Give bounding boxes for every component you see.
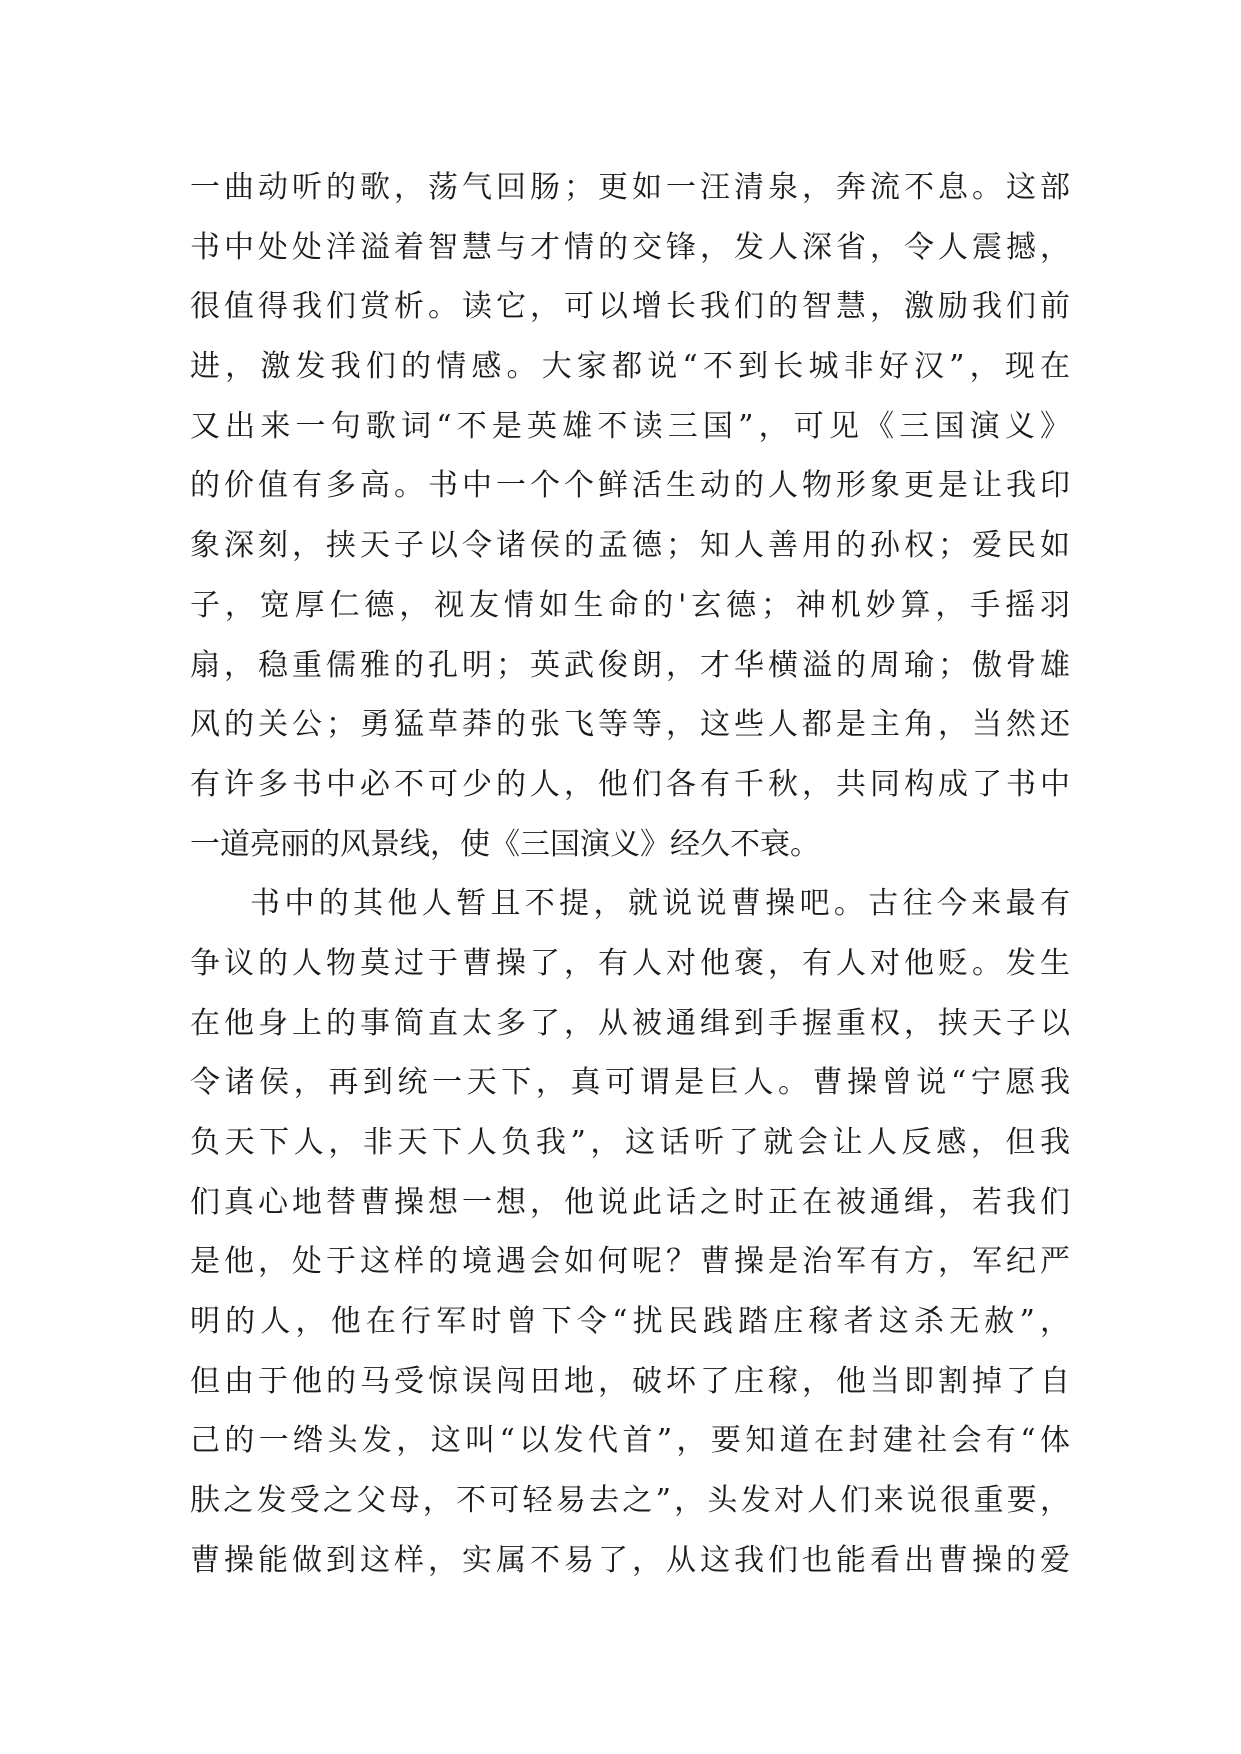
text-line-3: 很值得我们赏析。读它，可以增长我们的智慧，激励我们前 — [190, 289, 1070, 325]
text-line-15: 在他身上的事简直太多了，从被通缉到手握重权，挟天子以 — [190, 1005, 1070, 1041]
text-line-4: 进，激发我们的情感。大家都说“不到长城非好汉”，现在 — [190, 349, 1070, 385]
text-line-11: 有许多书中必不可少的人，他们各有千秋，共同构成了书中 — [190, 766, 1070, 802]
text-line-9: 扇，稳重儒雅的孔明；英武俊朗，才华横溢的周瑜；傲骨雄 — [190, 647, 1070, 683]
text-line-18: 们真心地替曹操想一想，他说此话之时正在被通缉，若我们 — [190, 1184, 1070, 1220]
text-line-19: 是他，处于这样的境遇会如何呢？曹操是治军有方，军纪严 — [190, 1244, 1070, 1280]
text-line-5: 又出来一句歌词“不是英雄不读三国”，可见《三国演义》 — [190, 408, 1070, 444]
text-line-10: 风的关公；勇猛草莽的张飞等等，这些人都是主角，当然还 — [190, 707, 1070, 743]
body-text — [190, 158, 1070, 1591]
text-line-24: 曹操能做到这样，实属不易了，从这我们也能看出曹操的爱 — [190, 1542, 1070, 1578]
text-line-22: 己的一绺头发，这叫“以发代首”，要知道在封建社会有“体 — [190, 1423, 1070, 1459]
text-line-16: 令诸侯，再到统一天下，真可谓是巨人。曹操曾说“宁愿我 — [190, 1065, 1070, 1101]
text-line-14: 争议的人物莫过于曹操了，有人对他褒，有人对他贬。发生 — [190, 945, 1070, 981]
text-line-12: 一道亮丽的风景线，使《三国演义》经久不衰。 — [190, 826, 820, 862]
text-line-7: 象深刻，挟天子以令诸侯的孟德；知人善用的孙权；爱民如 — [190, 528, 1070, 564]
text-line-20: 明的人，他在行军时曾下令“扰民践踏庄稼者这杀无赦”， — [190, 1304, 1070, 1340]
text-line-17: 负天下人，非天下人负我”，这话听了就会让人反感，但我 — [190, 1125, 1070, 1160]
text-line-13: 书中的其他人暂且不提，就说说曹操吧。古往今来最有 — [250, 886, 1070, 922]
text-line-21: 但由于他的马受惊误闯田地，破坏了庄稼，他当即割掉了自 — [190, 1363, 1070, 1399]
text-line-2: 书中处处洋溢着智慧与才情的交锋，发人深省，令人震撼， — [190, 229, 1070, 265]
text-line-1: 一曲动听的歌，荡气回肠；更如一汪清泉，奔流不息。这部 — [190, 170, 1070, 205]
text-line-6: 的价值有多高。书中一个个鲜活生动的人物形象更是让我印 — [190, 468, 1070, 504]
text-line-8: 子，宽厚仁德，视友情如生命的'玄德；神机妙算，手摇羽 — [190, 587, 1070, 623]
text-line-23: 肤之发受之父母，不可轻易去之”，头发对人们来说很重要， — [190, 1483, 1070, 1519]
